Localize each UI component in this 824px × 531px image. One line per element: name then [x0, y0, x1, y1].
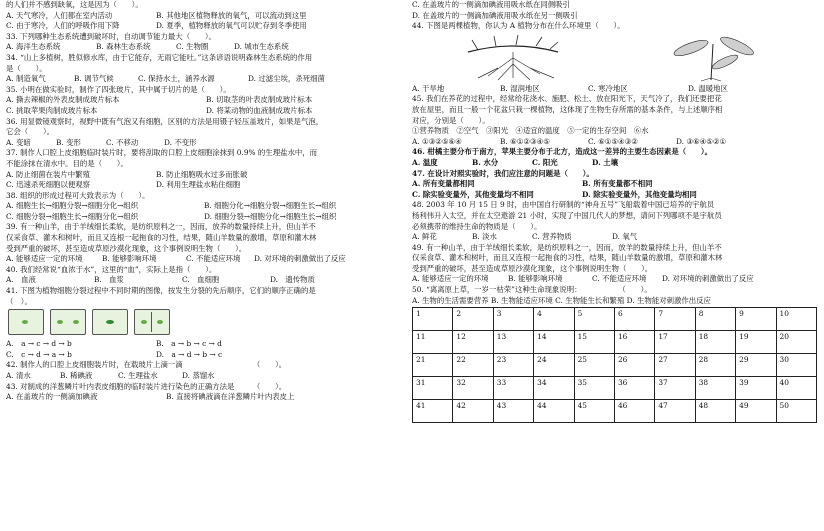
q39-stem: 39. 有一种山羊，由于羊绒细长柔软，是纺织原料之一，因而，放养的数量持续上升，但山羊不 [6, 222, 316, 232]
answer-cell[interactable]: 8 [695, 308, 735, 331]
q47-options-ab: A. 所有变量都相同 B. 所有变量都不相同 [412, 179, 653, 189]
answer-cell[interactable]: 50 [776, 400, 816, 423]
q35-options-ab: A. 撕去辣椒的外表皮制成玻片标本 B. 切取茎的叶表皮制成玻片标本 [6, 95, 313, 105]
q40-stem: 40. 我们经常说“血浓于水”，这里的“血”，实际上是指（ ）。 [6, 264, 217, 274]
q40-options: A. 血液 B. 血浆 C. 血细胞 D. 遗传物质 [6, 275, 315, 285]
plant-b-illustration [661, 34, 771, 82]
answer-cell[interactable]: 25 [574, 354, 614, 377]
q37-options-cd: C. 迅速杀死细胞以便观察 D. 利用生理盐水粘住细胞 [6, 180, 241, 190]
answer-cell[interactable]: 19 [736, 331, 776, 354]
right-column [412, 0, 817, 423]
q36-stem: 36. 用显微镜观察时，视野中既有气泡又有细胞，区别的方法是用镊子轻压盖玻片，如果是气泡， [6, 116, 324, 126]
answer-cell[interactable]: 33 [493, 377, 533, 400]
answer-cell[interactable]: 6 [614, 308, 654, 331]
q33-stem: 33. 下列哪种生态系统遭到破坏时，自动调节能力最大（ ）。 [6, 31, 216, 41]
q36-stem-2: 它会（ ）。 [6, 127, 55, 137]
q34-options: A. 制造氧气 B. 调节气候 C. 保持水土，涵养水源 D. 过滤尘埃，杀死细菌 [6, 74, 325, 84]
answer-cell[interactable]: 39 [736, 377, 776, 400]
q38-options-cd: C. 细胞分裂→细胞生长→细胞分化→组织 D. 细胞分裂→细胞分化→细胞生长→组织 [6, 211, 337, 221]
answer-cell[interactable]: 22 [453, 354, 493, 377]
answer-cell[interactable]: 10 [776, 308, 816, 331]
answer-cell[interactable]: 17 [655, 331, 695, 354]
q46-options: A. 温度 B. 水分 C. 阳光 D. 土壤 [412, 157, 619, 167]
q38-stem: 38. 组织的形成过程可大致表示为（ ）。 [6, 190, 150, 200]
answer-grid-row [413, 400, 817, 423]
q48-stem: 48. 2003 年 10 月 15 日 9 时，由中国自行研制的“神舟五号”飞船载着中国已培养的宇航员 [412, 200, 715, 210]
two-plants-figure [412, 34, 817, 82]
answer-grid [412, 307, 817, 423]
q39-stem-2: 仅采食草、灌木和树叶，而且又连根一起拖食的习性，结果，随山羊数量的激增，草原和灌木林 [6, 233, 317, 243]
answer-cell[interactable]: 46 [614, 400, 654, 423]
answer-cell[interactable]: 18 [695, 331, 735, 354]
answer-cell[interactable]: 29 [736, 354, 776, 377]
answer-grid-row [413, 354, 817, 377]
q44-stem: 44. 下图是两棵植物，你认为 A 植物分布在什么环境里（ ）。 [412, 21, 625, 31]
answer-cell[interactable]: 35 [574, 377, 614, 400]
answer-cell[interactable]: 12 [453, 331, 493, 354]
answer-cell[interactable]: 31 [413, 377, 453, 400]
answer-cell[interactable]: 27 [655, 354, 695, 377]
q38-options-ab: A. 细胞生长→细胞分裂→细胞分化→组织 B. 细胞分化→细胞分裂→细胞生长→组织 [6, 201, 337, 211]
q41-stem: 41. 下图为植物细胞分裂过程中不同时期的图像，按发生分裂的先后顺序，它们的顺序正确的是 [6, 286, 316, 296]
answer-cell[interactable]: 47 [655, 400, 695, 423]
q44-options: A. 干旱地 B. 湿润地区 C. 寒冷地区 D. 温暖地区 [412, 83, 728, 93]
q49-stem-2: 仅采食草、灌木和树叶，而且又连根一起拖食的习性，结果，随山羊数量的激增，草原和灌木林 [412, 253, 723, 263]
q32-stem-tail: 的人们并不感到缺氧，这是因为（ ）。 [6, 0, 143, 9]
q49-stem: 49. 有一种山羊，由于羊绒细长柔软，是纺织原料之一，因而，放羊的数量持续上升，但山羊不 [412, 242, 722, 252]
answer-cell[interactable]: 36 [614, 377, 654, 400]
q35-options-cd: C. 挑取苹果肉制成玻片标本 D. 将某动物的血液制成玻片标本 [6, 105, 313, 115]
cell-division-image-b [50, 309, 86, 335]
answer-cell[interactable]: 9 [736, 308, 776, 331]
q32-options-cd: C. 由于寒冷，人们的呼吸作用下降 D. 夏季，植物释放的氧气可以贮存到冬季使用 [6, 21, 307, 31]
q37-stem-2: 不能涂抹在清水中。目的是（ ）。 [6, 158, 128, 168]
q35-stem: 35. 小明在做实验时，制作了四张玻片，其中属于切片的是（ ）。 [6, 84, 231, 94]
answer-cell[interactable]: 14 [534, 331, 574, 354]
q39-options: A. 能够适应一定的环境 B. 能够影响环境 C. 不能适应环境 D. 对环境的刺激做出了反应 [6, 254, 346, 264]
q34-stem: 34. “山上多植树，胜似修水库，由于它能存，无雨它能吐。”这条谚语说明森林生态系统的作用 [6, 52, 313, 62]
q34-stem-2: 是（ ）。 [6, 63, 47, 73]
cell-division-image-c [92, 309, 128, 335]
answer-cell[interactable]: 11 [413, 331, 453, 354]
q43-options-ab: A. 在盖玻片的一侧滴加碘液 B. 直接将碘液滴在洋葱鳞片叶内表皮上 [6, 392, 295, 402]
q45-items: ①营养物质 ②空气 ③阳光 ④适宜的温度 ⑤一定的生存空间 ⑥水 [412, 126, 649, 136]
plant-a-illustration [458, 34, 568, 82]
answer-cell[interactable]: 24 [534, 354, 574, 377]
q45-stem-2: 放在屋里，而且一般一个花盆只栽一棵植物，这体现了生物生存所需的基本条件，与上述顺序相 [412, 104, 723, 114]
q32-options-ab: A. 天气寒冷，人们都在室内活动 B. 其他地区植物释放的氧气，可以流动到这里 [6, 10, 307, 20]
answer-cell[interactable]: 13 [493, 331, 533, 354]
answer-cell[interactable]: 49 [736, 400, 776, 423]
q36-options: A. 变暗 B. 变形 C. 不移动 D. 不变形 [6, 137, 197, 147]
answer-cell[interactable]: 1 [413, 308, 453, 331]
answer-cell[interactable]: 20 [776, 331, 816, 354]
q45-stem-3: 对应，分别是（ ）。 [412, 115, 490, 125]
q48-stem-2: 杨利伟升入太空，并在太空遨游 21 小时，实现了中国几代人的梦想，请问下列哪项不是宇航员 [412, 210, 722, 220]
answer-cell[interactable]: 48 [695, 400, 735, 423]
q50-options: A. 生物的生活需要营养 B. 生物能适应环境 C. 生物能生长和繁殖 D. 生物能对刺激作出反应 [412, 295, 711, 305]
answer-cell[interactable]: 23 [493, 354, 533, 377]
answer-cell[interactable]: 2 [453, 308, 493, 331]
answer-cell[interactable]: 37 [655, 377, 695, 400]
answer-cell[interactable]: 44 [534, 400, 574, 423]
answer-grid-row [413, 377, 817, 400]
q45-stem: 45. 我们在养花的过程中，经常给花浇水、施肥、松土、放在阳光下，天气冷了，我们还要把花 [412, 94, 722, 104]
q42-options: A. 清水 B. 稀碘液 C. 生理盐水 D. 蒸馏水 [6, 371, 215, 380]
q41-stem-2: （ ）。 [6, 296, 32, 306]
answer-cell[interactable]: 15 [574, 331, 614, 354]
q46-stem: 46. 柑橘主要分布于南方，苹果主要分布于北方，造成这一差异的主要生态因素是（ ）。 [412, 147, 712, 157]
cell-division-figure [8, 309, 411, 337]
answer-cell[interactable]: 30 [776, 354, 816, 377]
answer-cell[interactable]: 5 [574, 308, 614, 331]
answer-cell[interactable]: 38 [695, 377, 735, 400]
q37-stem: 37. 制作人口腔上皮细胞临时装片时，要将刮取的口腔上皮细胞涂抹到 0.9% 的生理盐水中，而 [6, 148, 318, 158]
cell-division-image-a [8, 309, 44, 335]
q47-stem: 47. 在设计对照实验时，我们应注意的问题是（ ）。 [412, 168, 594, 178]
answer-cell[interactable]: 42 [453, 400, 493, 423]
answer-cell[interactable]: 4 [534, 308, 574, 331]
q45-options: A. ①③②⑤⑥④ B. ⑥①②③④⑤ C. ⑥①⑤④③② D. ③⑥④⑤②① [412, 136, 727, 146]
left-column [6, 0, 411, 403]
q50-stem: 50. “离离原上草，一岁一枯荣”这种生命现象说明： （ ）。 [412, 285, 652, 295]
q49-stem-3: 受到严重的破坏，甚至造成草原沙漠化现象，这个事例说明生物（ ）。 [412, 263, 653, 273]
q39-stem-3: 受到严重的破坏，甚至造成草原沙漠化现象，这个事例说明生物（ ）。 [6, 243, 247, 253]
answer-cell[interactable]: 28 [695, 354, 735, 377]
cell-division-image-d [134, 309, 170, 335]
answer-cell[interactable]: 26 [614, 354, 654, 377]
answer-cell[interactable]: 32 [453, 377, 493, 400]
answer-cell[interactable]: 34 [534, 377, 574, 400]
answer-grid-row [413, 308, 817, 331]
q42-stem: 42. 制作人的口腔上皮细胞装片时，在载玻片上滴一滴 （ ）。 [6, 360, 287, 370]
q48-options: A. 鲜花 B. 淡水 C. 营养物质 D. 氧气 [412, 232, 638, 242]
q37-options-ab: A. 防止细菌在装片中繁殖 B. 防止细胞吸水过多而胀破 [6, 169, 248, 179]
q43-option-c: C. 在盖玻片的一侧滴加碘液用吸水纸在同侧吸引 [412, 0, 570, 9]
q41-options-cd: C. c → d → a → b D. a → d → b → c [6, 349, 223, 359]
q48-stem-3: 必须携带的维持生命的物质是（ ）。 [412, 221, 542, 231]
answer-cell[interactable]: 3 [493, 308, 533, 331]
q43-option-d: D. 在盖玻片的一侧滴加碘液用吸水纸在另一侧吸引 [412, 10, 578, 20]
answer-cell[interactable]: 45 [574, 400, 614, 423]
answer-cell[interactable]: 16 [614, 331, 654, 354]
answer-cell[interactable]: 7 [655, 308, 695, 331]
q33-options: A. 海洋生态系统 B. 森林生态系统 C. 生物圈 D. 城市生态系统 [6, 42, 289, 52]
q47-options-cd: C. 除实验变量外，其他变量均不相同 D. 除实验变量外，其他变量均相同 [412, 189, 697, 199]
answer-cell[interactable]: 21 [413, 354, 453, 377]
q43-stem: 43. 对制成的洋葱鳞片叶内表皮细胞的临时装片进行染色的正确方法是 （ ）。 [6, 381, 287, 391]
answer-cell[interactable]: 41 [413, 400, 453, 423]
answer-grid-row [413, 331, 817, 354]
answer-cell[interactable]: 43 [493, 400, 533, 423]
q41-options-ab: A. a → c → d → b B. a → b → c → d [6, 339, 222, 349]
answer-cell[interactable]: 40 [776, 377, 816, 400]
q49-options: A. 能够适应一定的环境 B. 能够影响环境 C. 不能适应环境 D. 对环境的刺激做出了反应 [412, 274, 754, 284]
